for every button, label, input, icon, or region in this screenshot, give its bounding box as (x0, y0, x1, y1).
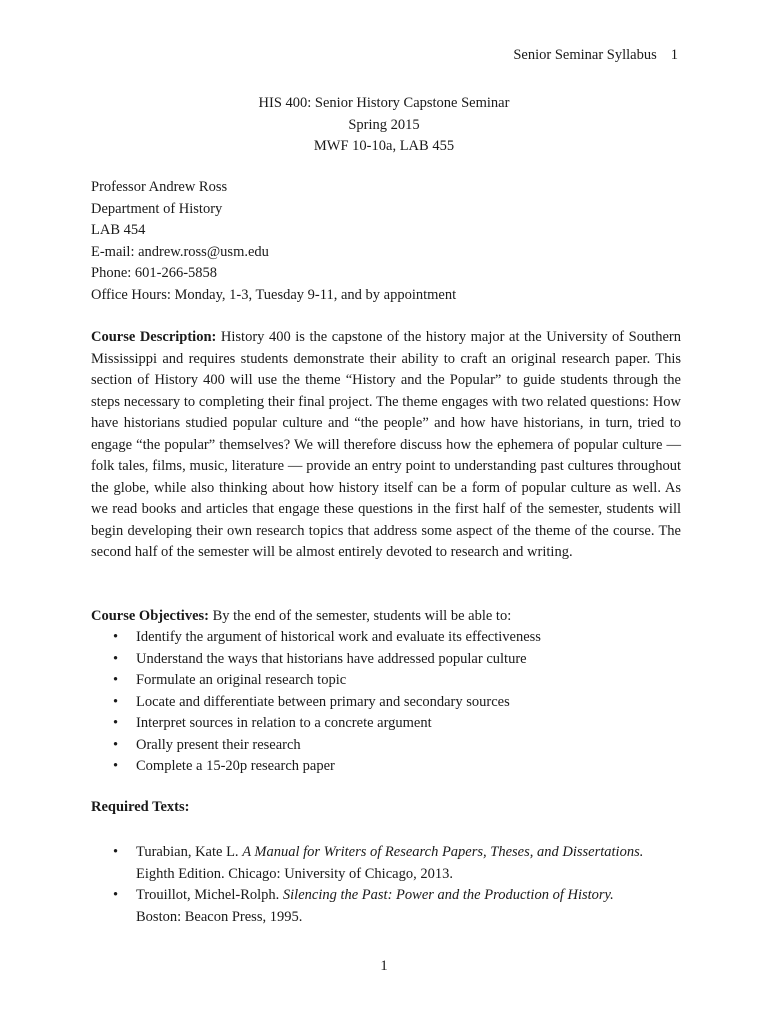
text-author: Trouillot, Michel-Rolph. (136, 887, 280, 903)
running-header (513, 47, 678, 64)
course-term: Spring 2015 (348, 116, 420, 133)
bullet-icon: • (113, 844, 119, 860)
course-description-text: History 400 is the capstone of the history major at the University of Southern Mississippi and requires students demonstrate their ability to craft an original research paper. This section of History 400 will use the theme “History and the Popular” to guide students through the steps necessary to completing their final project. The theme engages with two related questions: How have historians studied popular culture and “the people” and how have historians, in turn, tried to engage “the popular” themselves? We will therefore discuss how the ephemera of popular culture — folk tales, films, music, literature — provide an entry point to understanding past cultures throughout the globe, while also thinking about how history itself can be a form of popular culture as well. As we read books and articles that engage these questions in the first half of the semester, students will begin developing their own research topics that address some aspect of the theme of the course. The second half of the semester will be almost entirely devoted to research and writing. (91, 329, 681, 560)
objective-text: Interpret sources in relation to a concrete argument (136, 715, 432, 731)
objective-text: Locate and differentiate between primary and secondary sources (136, 693, 510, 710)
list-item (91, 842, 681, 885)
office-hours: Office Hours: Monday, 1-3, Tuesday 9-11, and by appointment (91, 286, 457, 303)
text-title: Silencing the Past: Power and the Production of History. (282, 887, 614, 903)
list-item (91, 713, 541, 735)
bullet-icon: • (113, 758, 119, 774)
text-details: Boston: Beacon Press, 1995. (136, 908, 303, 925)
course-objectives-intro: By the end of the semester, students will be able to: (212, 608, 512, 624)
course-title-block (0, 93, 768, 158)
text-title: A Manual for Writers of Research Papers, Theses, and Dissertations. (242, 844, 644, 860)
objective-text: Formulate an original research topic (136, 672, 347, 688)
bullet-icon: • (113, 629, 119, 645)
list-item (91, 692, 541, 714)
course-title: HIS 400: Senior History Capstone Seminar (258, 95, 510, 111)
running-title: Senior Seminar Syllabus (513, 47, 657, 63)
list-item (91, 735, 541, 757)
objective-text: Identify the argument of historical work and evaluate its effectiveness (136, 629, 541, 645)
text-details: Eighth Edition. Chicago: University of Chicago, 2013. (136, 865, 453, 882)
instructor-contact (91, 177, 456, 306)
course-description (91, 327, 681, 564)
objectives-list (91, 627, 541, 778)
course-objectives-heading (91, 606, 511, 628)
bullet-icon: • (113, 672, 119, 688)
course-objectives-label: Course Objectives: (91, 608, 209, 624)
department: Department of History (91, 200, 223, 217)
header-page-number: 1 (670, 47, 678, 63)
objective-text: Complete a 15-20p research paper (136, 758, 335, 774)
bullet-icon: • (113, 736, 119, 753)
list-item (91, 627, 541, 649)
bullet-icon: • (113, 650, 119, 667)
email: E-mail: andrew.ross@usm.edu (91, 243, 269, 260)
list-item (91, 885, 681, 928)
footer-page-number: 1 (380, 958, 388, 974)
phone: Phone: 601-266-5858 (91, 265, 218, 281)
professor-name: Professor Andrew Ross (91, 179, 228, 195)
bullet-icon: • (113, 693, 119, 710)
text-author: Turabian, Kate L. (136, 844, 239, 860)
objective-text: Understand the ways that historians have addressed popular culture (136, 650, 527, 667)
office-location: LAB 454 (91, 222, 146, 238)
list-item (91, 756, 541, 778)
required-texts-heading: Required Texts: (91, 799, 190, 815)
objective-text: Orally present their research (136, 736, 301, 753)
list-item (91, 670, 541, 692)
course-description-label: Course Description: (91, 329, 217, 345)
bullet-icon: • (113, 715, 119, 731)
course-meeting: MWF 10-10a, LAB 455 (313, 138, 455, 154)
list-item (91, 649, 541, 671)
required-texts-list (91, 842, 681, 928)
bullet-icon: • (113, 887, 119, 903)
